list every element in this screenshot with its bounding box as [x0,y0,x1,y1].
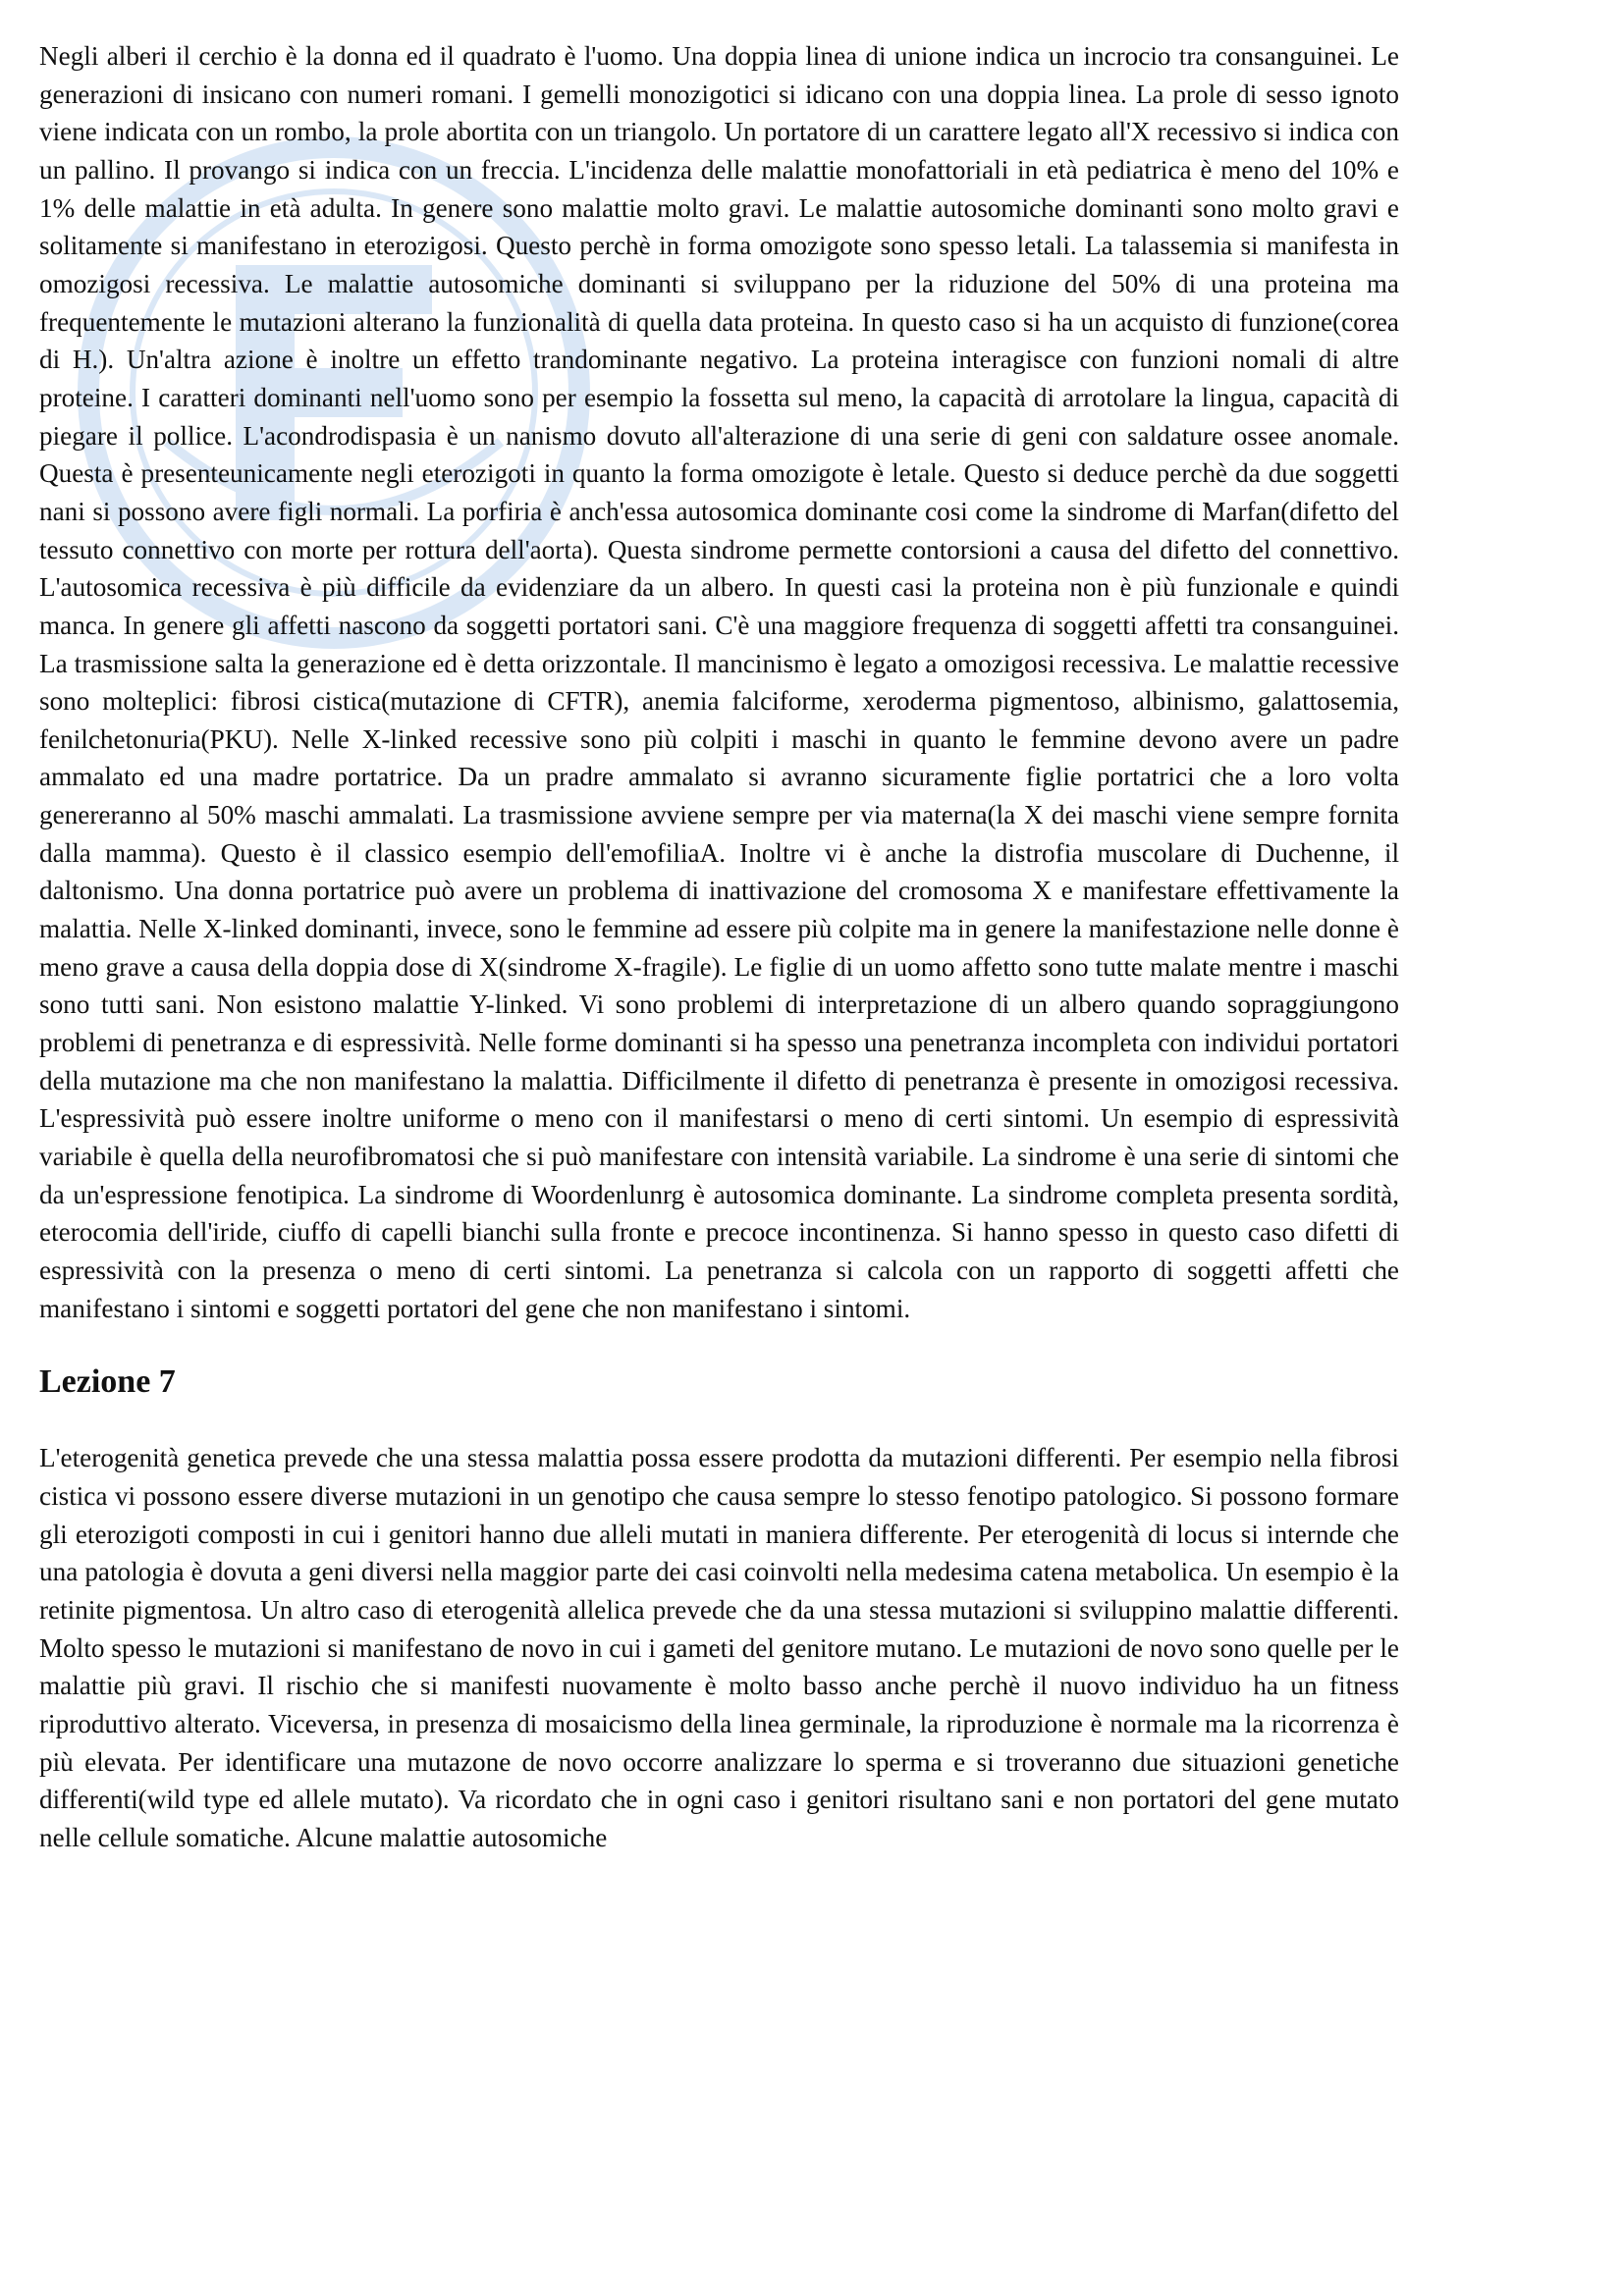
paragraph-genetic-heterogeneity: L'eterogenità genetica prevede che una stessa malattia possa essere prodotta da mutazioni differenti. Per esempio nella fibrosi cistica vi possono essere diverse mutazioni in un genotipo che causa sempre lo stesso fenotipo patologico. Si possono formare gli eterozigoti composti in cui i genitori hanno due alleli mutati in maniera differente. Per eterogenità di locus si internde che una patologia è dovuta a geni diversi nella maggior parte dei casi coinvolti nella medesima catena metabolica. Un esempio è la retinite pigmentosa. Un altro caso di eterogenità allelica prevede che da una stessa mutazioni si sviluppino malattie differenti. Molto spesso le mutazioni si manifestano de novo in cui i gameti del genitore mutano. Le mutazioni de novo sono quelle per le malattie più gravi. Il rischio che si manifesti nuovamente è molto basso anche perchè il nuovo individuo ha un fitness riproduttivo alterato. Viceversa, in presenza di mosaicismo della linea germinale, la riproduzione è normale ma la ricorrenza è più elevata. Per identificare una mutazone de novo occorre analizzare lo sperma e si troveranno due situazioni genetiche differenti(wild type ed allele mutato). Va ricordato che in ogni caso i genitori risultano sani e non portatori del gene mutato nelle cellule somatiche. Alcune malattie autosomiche [39,1443,1399,1852]
document-body [39,37,1399,1857]
paragraph-pedigree-and-inheritance: Negli alberi il cerchio è la donna ed il quadrato è l'uomo. Una doppia linea di unione indica un incrocio tra consanguinei. Le generazioni di insicano con numeri romani. I gemelli monozigotici si idicano con una doppia linea. La prole di sesso ignoto viene indicata con un rombo, la prole abortita con un triangolo. Un portatore di un carattere legato all'X recessivo si indica con un pallino. Il provango si indica con un freccia. L'incidenza delle malattie monofattoriali in età pediatrica è meno del 10% e 1% delle malattie in età adulta. In genere sono malattie molto gravi. Le malattie autosomiche dominanti sono molto gravi e solitamente si manifestano in eterozigosi. Questo perchè in forma omozigote sono spesso letali. La talassemia si manifesta in omozigosi recessiva. Le malattie autosomiche dominanti si sviluppano per la riduzione del 50% di una proteina ma frequentemente le mutazioni alterano la funzionalità di quella data proteina. In questo caso si ha un acquisto di funzione(corea di H.). Un'altra azione è inoltre un effetto trandominante negativo. La proteina interagisce con funzioni nomali di altre proteine. I caratteri dominanti nell'uomo sono per esempio la fossetta sul meno, la capacità di arrotolare la lingua, capacità di piegare il pollice. L'acondrodispasia è un nanismo dovuto all'alterazione di una serie di geni con saldature ossee anomale. Questa è presenteunicamente negli eterozigoti in quanto la forma omozigote è letale. Questo si deduce perchè da due soggetti nani si possono avere figli normali. La porfiria è anch'essa autosomica dominante cosi come la sindrome di Marfan(difetto del tessuto connettivo con morte per rottura dell'aorta). Questa sindrome permette contorsioni a causa del difetto del connettivo. L'autosomica recessiva è più difficile da evidenziare da un albero. In questi casi la proteina non è più funzionale e quindi manca. In genere gli affetti nascono da soggetti portatori sani. C'è una maggiore frequenza di soggetti affetti tra consanguinei. La trasmissione salta la generazione ed è detta orizzontale. Il mancinismo è legato a omozigosi recessiva. Le malattie recessive sono molteplici: fibrosi cistica(mutazione di CFTR), anemia falciforme, xeroderma pigmentoso, albinismo, galattosemia, fenilchetonuria(PKU). Nelle X-linked recessive sono più colpiti i maschi in quanto le femmine devono avere un padre ammalato ed una madre portatrice. Da un pradre ammalato si avranno sicuramente figlie portatrici che a loro volta genereranno al 50% maschi ammalati. La trasmissione avviene sempre per via materna(la X dei maschi viene sempre fornita dalla mamma). Questo è il classico esempio dell'emofiliaA. Inoltre vi è anche la distrofia muscolare di Duchenne, il daltonismo. Una donna portatrice può avere un problema di inattivazione del cromosoma X e manifestare effettivamente la malattia. Nelle X-linked dominanti, invece, sono le femmine ad essere più colpite ma in genere la manifestazione nelle donne è meno grave a causa della doppia dose di X(sindrome X-fragile). Le figlie di un uomo affetto sono tutte malate mentre i maschi sono tutti sani. Non esistono malattie Y-linked. Vi sono problemi di interpretazione di un albero quando sopraggiungono problemi di penetranza e di espressività. Nelle forme dominanti si ha spesso una penetranza incompleta con individui portatori della mutazione ma che non manifestano la malattia. Difficilmente il difetto di penetranza è presente in omozigosi recessiva. L'espressività può essere inoltre uniforme o meno con il manifestarsi o meno di certi sintomi. Un esempio di espressività variabile è quella della neurofibromatosi che si può manifestare con intensità variabile. La sindrome è una serie di sintomi che da un'espressione fenotipica. La sindrome di Woordenlunrg è autosomica dominante. La sindrome completa presenta sordità, eterocomia dell'iride, ciuffo di capelli bianchi sulla fronte e precoce incontinenza. Si hanno spesso in questo caso difetti di espressività con la presenza o meno di certi sintomi. La penetranza si calcola con un rapporto di soggetti affetti che manifestano i sintomi e soggetti portatori del gene che non manifestano i sintomi. [39,41,1399,1323]
section-heading: Lezione 7 [39,1363,176,1401]
